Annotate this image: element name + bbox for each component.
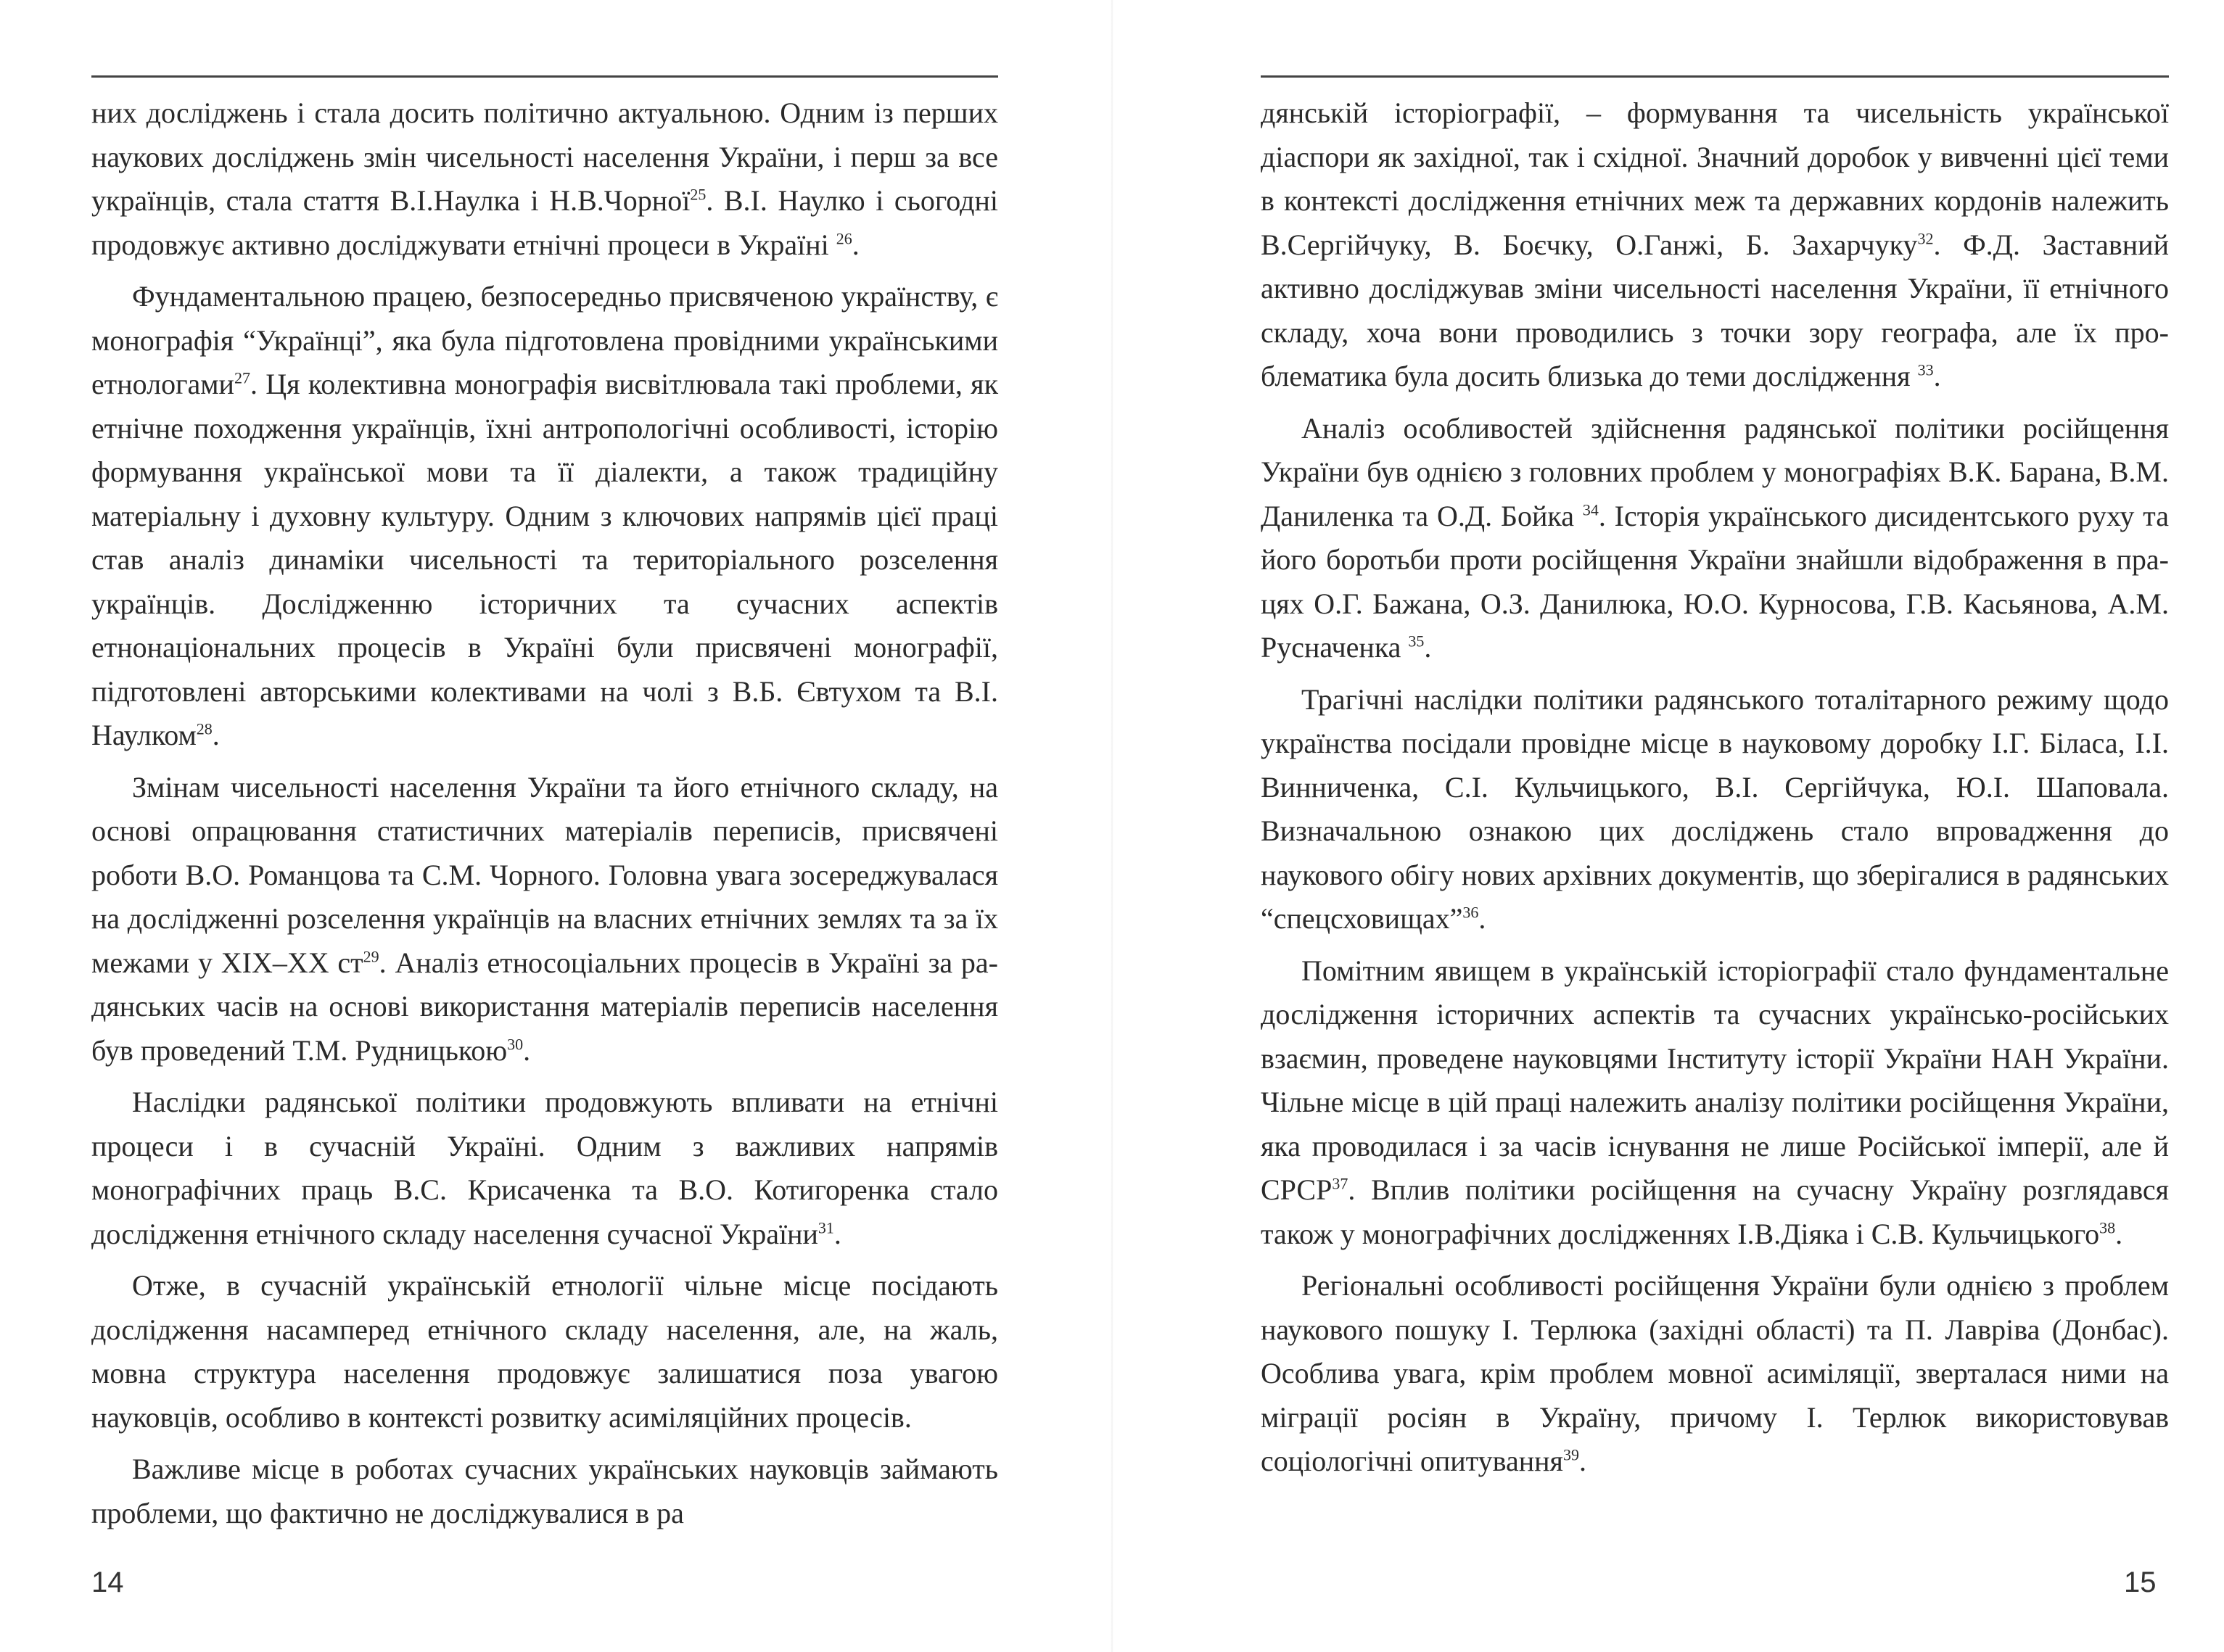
footnote-marker: 31 bbox=[817, 1218, 834, 1237]
paragraph-text: . bbox=[212, 719, 220, 751]
paragraph bbox=[1261, 678, 2169, 941]
paragraph-text: . bbox=[1578, 1445, 1586, 1477]
paragraph-text: Отже, в сучасній українській етнології чільне місце посідають дослідження насамперед етнічного складу населення, але, на жаль, мовна структура населення продовжує залишатися поза увагою науковців, особливо в контексті розвитку асиміляційних процесів. bbox=[91, 1269, 998, 1434]
paragraph-text: . Ф.Д. Заставний активно досліджував зміни чисельності населення України, її етнічного складу, хоча вони проводились з точки зору географа, але їх проблематика була досить близька до теми дослідження bbox=[1261, 228, 2169, 392]
paragraph bbox=[91, 766, 998, 1073]
right-page-text bbox=[1261, 91, 2169, 1484]
paragraph-text: . Аналіз етносоціальних процесів в Україні за радянських часів на основі використання матеріалів переписів населення був проведений Т.М. Рудницькою bbox=[91, 946, 998, 1067]
footnote-marker: 38 bbox=[2099, 1218, 2116, 1237]
paragraph bbox=[1261, 407, 2169, 670]
page-number-left: 14 bbox=[91, 1566, 124, 1598]
footnote-marker: 33 bbox=[1917, 360, 1934, 379]
paragraph-text: . Ця колективна монографія висвітлювала такі проблеми, як етнічне походження українців, їхні антропологічні особливості, історію формування української мови та її діалекти, а також традиційну матеріальну і духовну культуру. Одним з ключових напрямів цієї праці став аналіз динаміки чисельності та територіального розселення українців. Дослідженню історичних та сучасних аспектів етнонаціональних процесів в Україні були присвячені монографії, підготовлені авторськими колективами на чолі з В.Б. Євтухом та В.І. Наулком bbox=[91, 368, 998, 751]
paragraph-text: Регіональні особливості російщення України були однією з проблем наукового пошуку І. Терлюка (західні області) та П. Лавріва (Донбас). Особлива увага, крім проблем мовної асиміляції, зверталася ними на міграції росіян в Україну, причому І. Терлюк використовував соціологічні опитування bbox=[1261, 1269, 2169, 1477]
header-rule bbox=[91, 75, 998, 78]
paragraph bbox=[91, 275, 998, 758]
left-page-text bbox=[91, 91, 998, 1535]
paragraph-text: Помітним явищем в українській історіографії стало фундаментальне дослідження історичних аспектів та сучасних українсько-російських взаємин, проведене науковцями Інституту історії України НАН України. Чільне місце в цій праці належить аналізу політики російщення України, яка проводилася і за часів існування не лише Російської імперії, але й СРСР bbox=[1261, 954, 2169, 1206]
paragraph-text: дянській історіографії, – формування та чисельність української діаспори як західної, так і східної. Значний доробок у вивченні цієї теми в контексті дослідження етнічних меж та державних кордонів належить В.Сергійчуку, В. Боєчку, О.Ганжі, Б. Захарчуку bbox=[1261, 96, 2169, 261]
paragraph-text: них досліджень і стала досить політично актуальною. Одним із перших наукових досліджень змін чисельності населення України, і перш за все українців, стала стаття В.І.Наулка і Н.В.Чорної bbox=[91, 96, 998, 217]
paragraph bbox=[1261, 1264, 2169, 1484]
paragraph-text: Важливе місце в роботах сучасних українських науковців займають проблеми, що фактично не досліджувалися в ра bbox=[91, 1453, 998, 1529]
paragraph-text: Наслідки радянської політики продовжують впливати на етнічні процеси і в сучасній Україні. Одним з важливих напрямів монографічних праць В.С. Крисаченка та В.О. Котигоренка стало дослідження етнічного складу населення сучасної України bbox=[91, 1086, 998, 1250]
footnote-marker: 27 bbox=[234, 368, 250, 387]
right-page bbox=[1112, 0, 2224, 1652]
paragraph-text: . bbox=[523, 1033, 531, 1067]
paragraph bbox=[91, 1447, 998, 1535]
footnote-marker: 39 bbox=[1562, 1445, 1579, 1464]
paragraph bbox=[91, 1264, 998, 1440]
paragraph-text: . bbox=[852, 228, 860, 261]
footnote-marker: 35 bbox=[1408, 632, 1425, 651]
paragraph-text: . bbox=[1424, 631, 1432, 664]
footnote-marker: 30 bbox=[507, 1035, 524, 1054]
footnote-marker: 25 bbox=[690, 185, 707, 204]
paragraph bbox=[91, 1081, 998, 1256]
paragraph-text: . bbox=[2115, 1217, 2123, 1250]
footnote-marker: 37 bbox=[1332, 1174, 1348, 1193]
paragraph-text: . Вплив політики російщення на сучасну Україну розглядався також у монографічних дослідженнях І.В.Діяка і С.В. Кульчицького bbox=[1261, 1173, 2169, 1250]
paragraph-text: Фундаментальною працею, безпосередньо присвяченою українству, є монографія “Українці”, яка була підготовлена провідними українськими етнологами bbox=[91, 280, 998, 400]
paragraph-text: Аналіз особливостей здійснення радянської політики російщення України був однією з головних проблем у монографіях В.К. Барана, В.М. Даниленка та О.Д. Бойка bbox=[1261, 411, 2169, 532]
paragraph-text: . bbox=[833, 1217, 841, 1250]
paragraph-text: . Історія українського дисидентського руху та його боротьби проти російщення України знайшли відображення в працях О.Г. Бажана, О.З. Данилюка, Ю.О. Курносова, Г.В. Касьянова, А.М. Русначенка bbox=[1261, 499, 2169, 664]
paragraph bbox=[1261, 91, 2169, 399]
paragraph-text: Трагічні наслідки політики радянського тоталітарного режиму щодо українства посідали провідне місце в науковому доробку І.Г. Біласа, І.І. Винниченка, С.І. Кульчицького, В.І. Сергійчука, Ю.І. Шаповала. Визначальною ознакою цих досліджень стало впровадження до наукового обігу нових архівних документів, що зберігалися в радянських “спецсховищах” bbox=[1261, 682, 2169, 935]
footnote-marker: 28 bbox=[196, 719, 213, 738]
page-number-right: 15 bbox=[2124, 1566, 2157, 1598]
paragraph-text: . bbox=[1478, 902, 1486, 935]
paragraph-text: . bbox=[1933, 360, 1941, 392]
header-rule bbox=[1261, 75, 2169, 78]
paragraph bbox=[1261, 949, 2169, 1257]
footnote-marker: 32 bbox=[1917, 229, 1934, 248]
footnote-marker: 36 bbox=[1462, 903, 1479, 922]
paragraph bbox=[91, 91, 998, 267]
footnote-marker: 26 bbox=[836, 229, 852, 248]
footnote-marker: 29 bbox=[363, 947, 379, 966]
footnote-marker: 34 bbox=[1582, 500, 1599, 519]
paragraph-text: Змінам чисельності населення України та його етнічного складу, на основі опрацювання статистичних матеріалів переписів, присвячені роботи В.О. Романцова та С.М. Чорного. Головна увага зосереджувалася на дослідженні розселення українців на власних етнічних землях та за їх межами у XIX–XX ст bbox=[91, 770, 998, 979]
paragraph-text: . В.І. Наулко і сьогодні продовжує активно досліджувати етнічні процеси в Україні bbox=[91, 184, 998, 261]
